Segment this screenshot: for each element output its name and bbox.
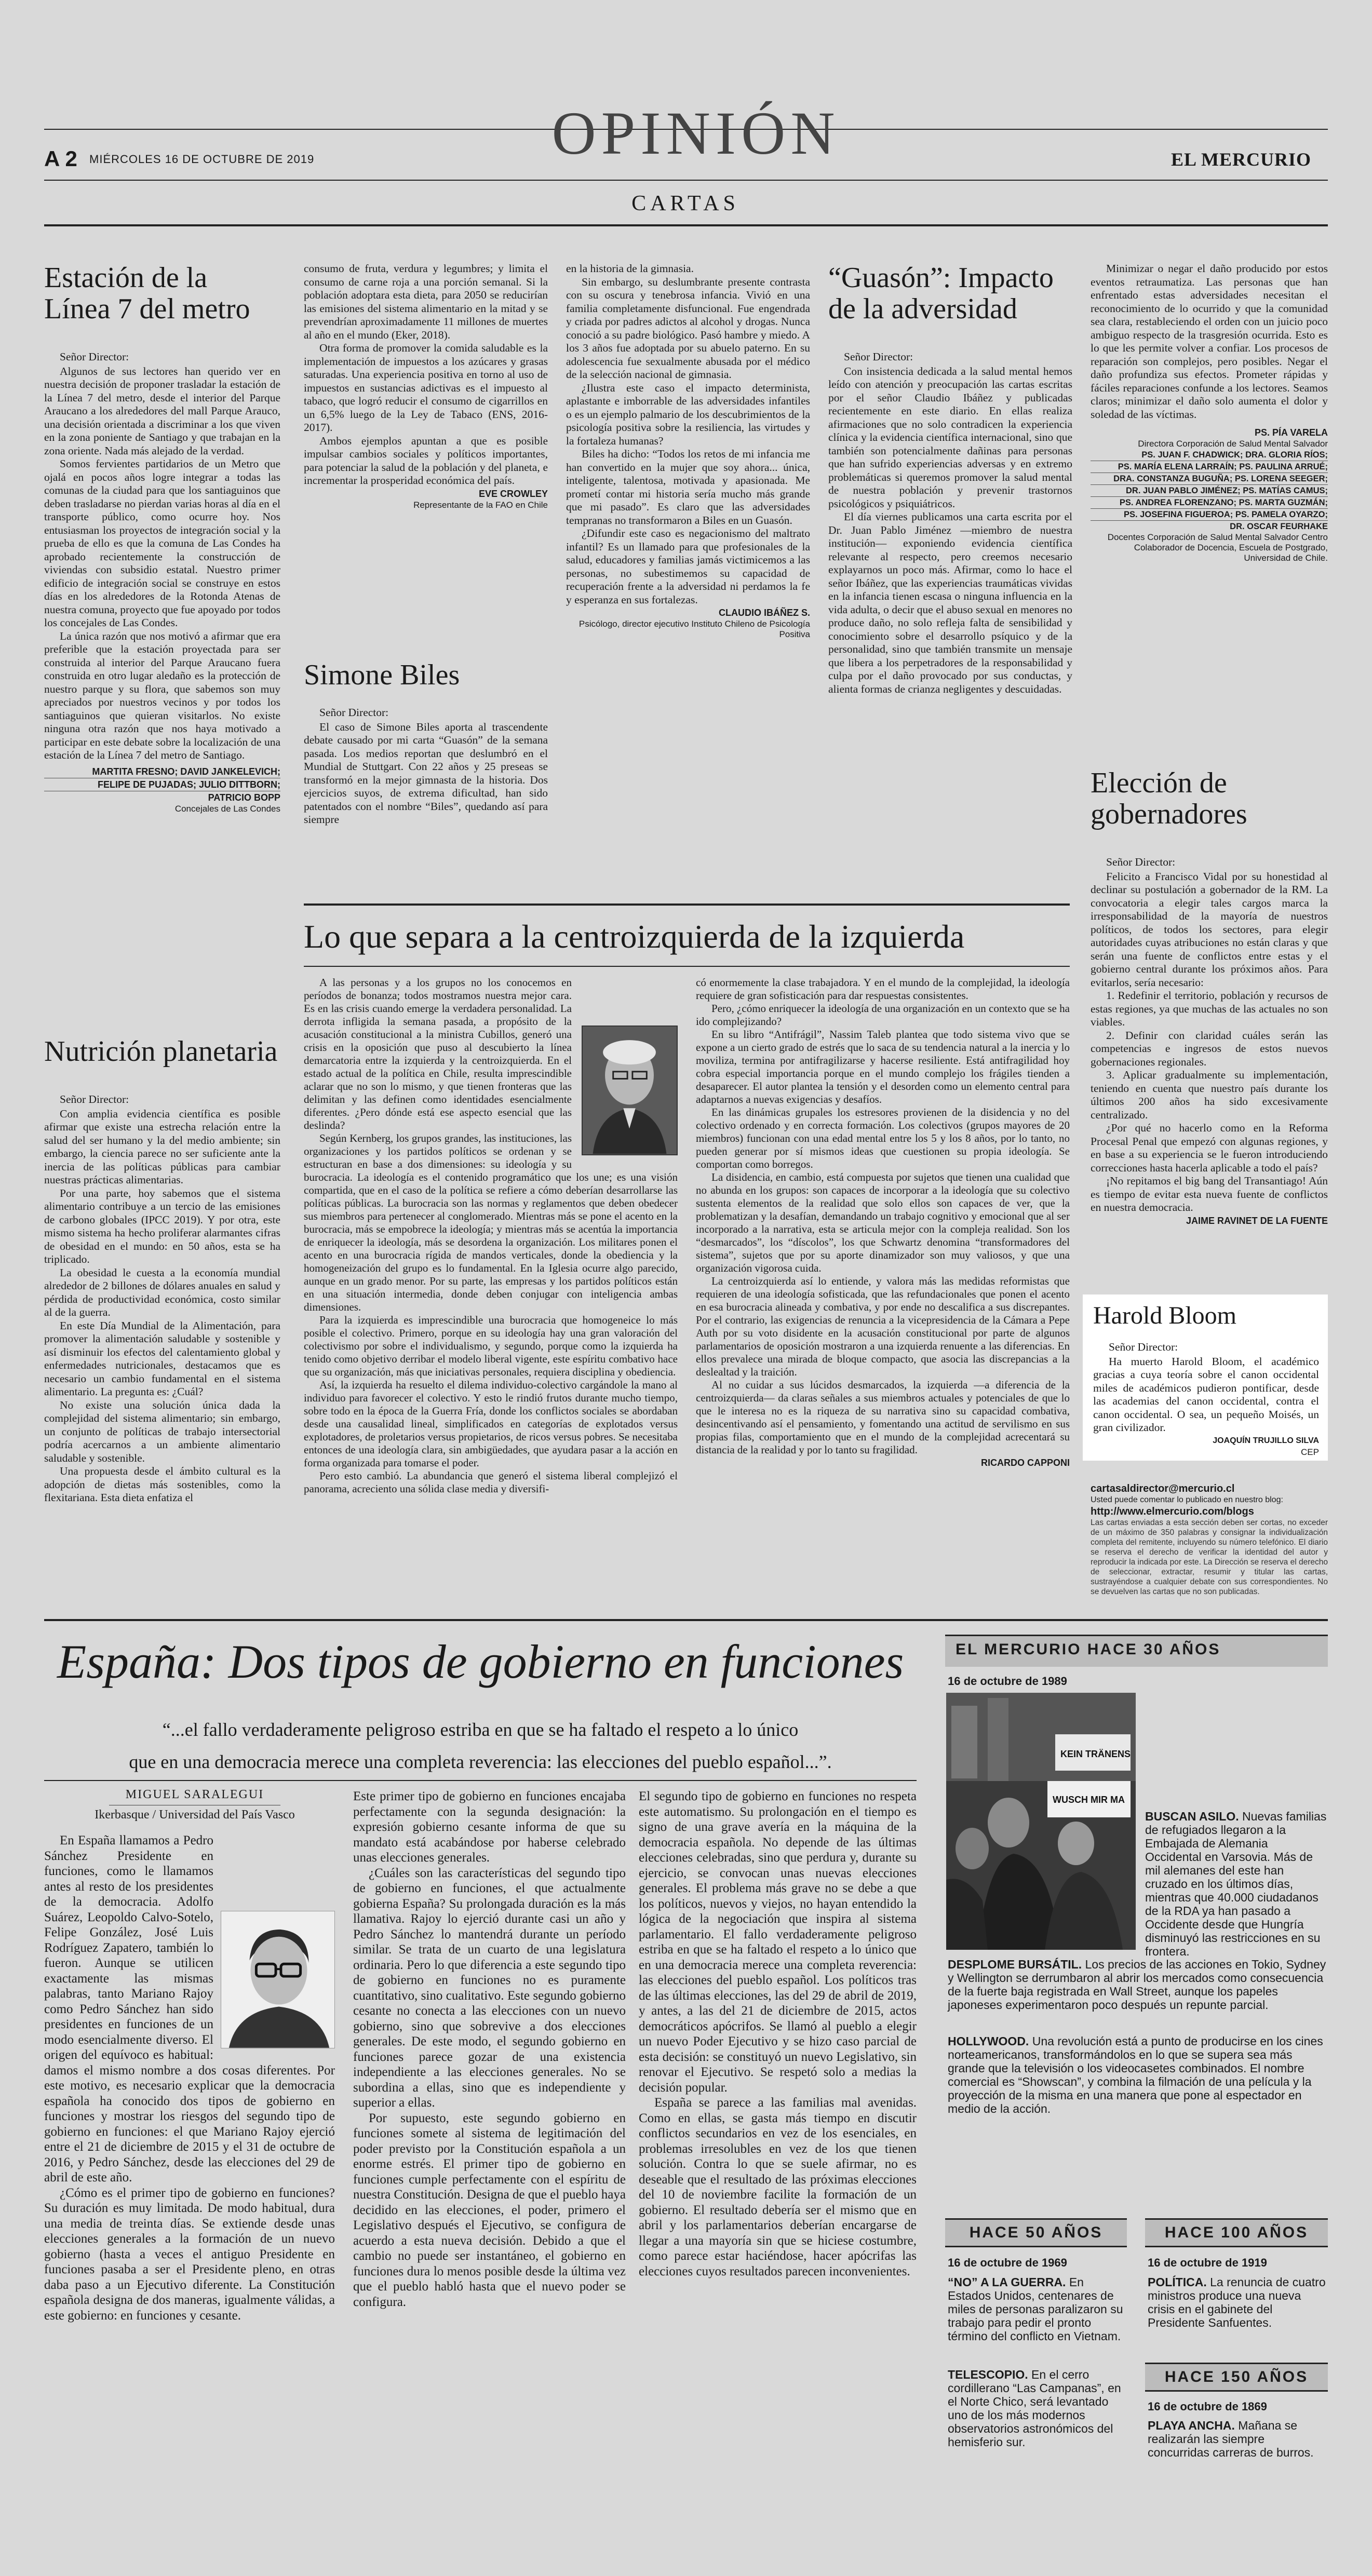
hace30-item-hollywood	[948, 2034, 1327, 2118]
item-head: TELESCOPIO.	[948, 2368, 1028, 2381]
item-head: PLAYA ANCHA.	[1148, 2419, 1235, 2432]
paragraph: 2. Definir con claridad cuáles serán las competencias e ingresos de estos nuevos gobernaciones regionales.	[1091, 1029, 1328, 1068]
hace50-item-guerra	[948, 2275, 1127, 2358]
salutation: Señor Director:	[1106, 856, 1176, 868]
signer: PS. JOSEFINA FIGUEROA; PS. PAMELA OYARZO;	[1091, 509, 1328, 521]
subsection-title: CARTAS	[631, 192, 739, 215]
newspaper-name: EL MERCURIO	[1171, 149, 1312, 170]
signer: EVE CROWLEY	[478, 488, 548, 499]
pull-quote-line: que en una democracia merece una completa reverencia: las elecciones del pueblo español...”.	[129, 1751, 832, 1772]
signer-role: CEP	[1301, 1447, 1319, 1457]
blog-link[interactable]: http://www.elmercurio.com/blogs	[1091, 1506, 1254, 1517]
paragraph: Pero esto cambió. La abundancia que generó el sistema liberal complejizó el panorama, acreciento una sólida clase media y diversifi-	[304, 1469, 678, 1495]
letter-title: Harold Bloom	[1093, 1302, 1236, 1329]
contact-line: Usted puede comentar lo publicado en nuestro blog:	[1091, 1495, 1283, 1504]
paragraph: Otra forma de promover la comida saludable es la implementación de impuestos a los azúcares y grasas saturadas. Una experiencia positiva en torno al uso de impuestos en sustancias adictivas es el impuesto al tabaco, que logró reducir el consumo de cigarrillos en un 6,5% luego de la Ley de Tabaco (ENS, 2016-2017).	[304, 342, 548, 434]
item-text: Mañana se realizarán las siempre concurridas carreras de burros.	[1148, 2419, 1314, 2459]
hace30-date: 16 de octubre de 1989	[948, 1675, 1067, 1688]
item-text: Nuevas familias de refugiados llegaron a la Embajada de Alemania Occidental en Varsovia. Más de mil alemanes del este han cruzado en los últimos días, mientras que 40.000 ciudadanos de la RDA ya han pasado a Occidente desde que Hungría disminuyó las restricciones en su frontera.	[1145, 1810, 1327, 1958]
hace30-item-asilo	[1145, 1810, 1327, 1958]
item-text: La renuncia de cuatro ministros produce una nueva crisis en el gabinete del Presidente Sanfuentes.	[1148, 2275, 1326, 2329]
paragraph: Pero, ¿cómo enriquecer la ideología de una organización en un contexto que se ha ido complejizando?	[696, 1002, 1070, 1028]
item-head: BUSCAN ASILO.	[1145, 1810, 1239, 1823]
hace50-item-telescopio	[948, 2368, 1127, 2451]
letter-guason-cont	[1091, 262, 1328, 750]
paragraph: Con insistencia dedicada a la salud mental hemos leído con atención y preocupación las cartas escritas por el señor Claudio Ibáñez y publicadas recientemente en este diario. En ellas realiza afirmaciones que no solo contradicen la experiencia clínica y la evidencia científica internacional, sino que también son potencialmente dañinas para personas que han sufrido experiencias adversas y en extremo problemáticas si queremos promover la salud mental de nuestra población y prevenir trastornos psicológicos y psiquiátricos.	[828, 365, 1072, 510]
paragraph: No existe una solución única dada la complejidad del sistema alimentario; sin embargo, un conjunto de políticas de trabajo intersectorial podría acercarnos a un ambiente alimentario saludable y sostenible.	[44, 1398, 280, 1464]
author-affiliation: Ikerbasque / Universidad del País Vasco	[95, 1808, 295, 1822]
paragraph: Según Kernberg, los grupos grandes, las instituciones, las organizaciones y los partidos políticos se ordenan y se estructuran en base a dos dimensiones: su ideología y su burocracia. La ideología es el contenido programático que los une; es una visión compartida, que en el caso de la política se refiere a cómo deberían desarrollarse las políticas públicas. La burocracia son las normas y reglamentos que deben obedecer sus miembros para pertenecer al conglomerado. Mientras más se pone el acento en la burocracia, más se empobrece la ideología; y mientras más se acentúa la importancia de enriquecer la ideología, más se desordena la organización. Los militares ponen el acento en una burocracia rígida de mandos verticales, donde la obediencia y la homogeneización del grupo es lo fundamental. En la Iglesia ocurre algo parecido, aunque en un grado menor. Por su parte, las empresas y los partidos políticos están en una situación intermedia, donde deben conjugar con inteligencia ambas dimensiones.	[304, 1132, 678, 1313]
paragraph: ¿Por qué no hacerlo como en la Reforma Procesal Penal que empezó con algunas regiones, y en base a su experiencia se le fueron introduciendo correcciones hasta hacerla aplicable a todo el país?	[1091, 1122, 1328, 1174]
paragraph: En este Día Mundial de la Alimentación, para promover la alimentación saludable y sostenible y así disminuir los efectos del calentamiento global y enfermedades nutricionales, destacamos que es necesario un cambio fundamental en el sistema alimentario. La pregunta es: ¿Cuál?	[44, 1319, 280, 1398]
author-photo-capponi	[582, 1026, 678, 1155]
signer: PS. ANDREA FLORENZANO; PS. MARTA GUZMÁN;	[1091, 497, 1328, 509]
paragraph: Ambos ejemplos apuntan a que es posible impulsar cambios sociales y políticos importantes, para potenciar la salud de la población y del planeta, e incrementar la prosperidad económica del país.	[304, 434, 548, 487]
hace100-item-politica	[1148, 2275, 1327, 2343]
paragraph: Por una parte, hoy sabemos que el sistema alimentario contribuye a un tercio de las emisiones de carbono globales (IPCC 2019). Y por otra, este mismo sistema ha hecho proliferar alarmantes cifras de obesidad en el mundo: en 50 años, esta se ha triplicado.	[44, 1186, 280, 1265]
paragraph: En su libro “Antifrágil”, Nassim Taleb plantea que todo sistema vivo que se expone a un cierto grado de estrés que lo saca de su tendencia natural a la inercia y lo moviliza, termina por antifragilizarse y hacerse resiliente. Está antifragilidad hoy cobra especial importancia porque en el mundo complejo los frágiles tienden a desaparecer. El autor plantea la tensión y el desorden como un elemento central para adaptarnos a nuevas exigencias y desafíos.	[696, 1028, 1070, 1105]
espana-column-2	[353, 1789, 626, 2550]
article-title-espana: España: Dos tipos de gobierno en funciones	[57, 1635, 904, 1688]
paragraph: En las dinámicas grupales los estresores provienen de la disidencia y no del colectivo ordenado y en correcta formación. Los colectivos (grupos mayores de 20 miembros) funcionan con una edad mental entre los 5 y los 8 años, por lo tanto, no pueden generar por sí mismos ideas que cuestionen su propia ideología. Se comportan como borregos.	[696, 1106, 1070, 1170]
signer-role: Directora Corporación de Salud Mental Salvador	[1138, 439, 1328, 449]
espana-column-3	[639, 1789, 917, 2550]
letter-nutricion-cont	[304, 262, 548, 636]
item-text: En el cerro cordillerano “Las Campanas”, en el Norte Chico, será levantado uno de los más modernos observatorios astronómicos del hemisferio sur.	[948, 2368, 1121, 2449]
paragraph: La centroizquierda así lo entiende, y valora más las medidas reformistas que requieren de una ideología sofisticada, que las refundacionales que ponen el acento en esa burocracia alineada y combativa, y por ende no descalifica a sus discrepantes. Por el contrario, las exigencias de renuncia a la vicepresidencia de la Cámara a Pepe Auth por su voto disidente en la acusación constitucional por parte de algunos parlamentarios de oposición mostraron a una izquierda renuente a las diferencias. En ellos prevalece una mirada de bloque compacto, que asocia las discrepancias a la deslealtad y la traición.	[696, 1275, 1070, 1378]
paragraph: 1. Redefinir el territorio, población y recursos de estas regiones, ya que muchas de las actuales no son viables.	[1091, 989, 1328, 1028]
item-text: En Estados Unidos, centenares de miles de personas paralizaron su trabajo para pedir el pronto término del conflicto en Vietnam.	[948, 2275, 1123, 2343]
paragraph: La obesidad le cuesta a la economía mundial alrededor de 2 billones de dólares anuales en salud y pérdida de productividad económica, costo similar al de la guerra.	[44, 1266, 280, 1318]
article-title-separa: Lo que separa a la centroizquierda de la izquierda	[304, 918, 965, 955]
paragraph: Somos fervientes partidarios de un Metro que ojalá en pocos años logre integrar a todas las comunas de la ciudad para que los santiaguinos que deben trasladarse no pierdan varias horas al día en el transporte público, como ocurre hoy. Nos entusiasman los proyectos de integración social y la prueba de ello es que la comuna de Las Condes ha aprobado recientemente la construcción de viviendas con subsidio estatal. Nuestro primer edificio de integración social se construye en estos días en los alrededores de la Rotonda Atenas de nuestra comuna, proyecto que fue apoyado por todos los concejales de Las Condes.	[44, 457, 280, 629]
paragraph: Una propuesta desde el ámbito cultural es la adopción de dietas más sostenibles, como la flexitariana. Esta dieta enfatiza el	[44, 1465, 280, 1504]
hace100-date: 16 de octubre de 1919	[1148, 2256, 1267, 2269]
hace50-date: 16 de octubre de 1969	[948, 2256, 1067, 2269]
letter-nutricion	[44, 1036, 280, 1602]
item-head: HOLLYWOOD.	[948, 2034, 1029, 2048]
paragraph: có enormemente la clase trabajadora. Y en el mundo de la complejidad, la ideología requiere de gran sofisticación para dar respuestas consistentes.	[696, 976, 1070, 1002]
hace150-header: HACE 150 AÑOS	[1145, 2363, 1328, 2392]
letter-title: Simone Biles	[304, 659, 460, 691]
signer: DR. OSCAR FEURHAKE	[1230, 522, 1328, 531]
refugee-photo	[946, 1693, 1136, 1950]
salutation: Señor Director:	[60, 1093, 129, 1105]
paragraph: La disidencia, en cambio, está compuesta por sujetos que tienen una cualidad que no abunda en los grupos: son capaces de incorporar a la ideología que su colectivo sustenta elementos de la realidad que solo ellos son capaces de ver, que la problematizan y la desafían, demandando un trabajo cognitivo y emocional que al ser incorporado a la narrativa, esta se articula mejor con la compleja realidad. Son los “desmarcados”, los “díscolos”, los que Schwartz denomina “transformadores del sistema”, sujetos que por su aporte dinamizador son muy valiosos, y que una organización vigorosa cuida.	[696, 1171, 1070, 1274]
photo-sign-text: WUSCH MIR MA	[1053, 1795, 1125, 1805]
portrait-image	[583, 1027, 677, 1154]
letter-title: Nutrición planetaria	[44, 1035, 278, 1068]
hace100-header: HACE 100 AÑOS	[1145, 2218, 1328, 2247]
signer: FELIPE DE PUJADAS; JULIO DITTBORN;	[44, 778, 280, 791]
paragraph: ¡No repitamos el big bang del Transantiago! Aún es tiempo de evitar esta nueva fuente de conflictos en nuestra democracia.	[1091, 1175, 1328, 1213]
paragraph: 3. Aplicar gradualmente su implementación, teniendo en cuenta que nuestro país durante los últimos 200 años ha sido excesivamente centralizado.	[1091, 1069, 1328, 1121]
author-photo-saralegui	[221, 1911, 335, 2048]
signer-role: Psicólogo, director ejecutivo Instituto Chileno de Psicología Positiva	[579, 619, 810, 639]
paragraph: ¿Cómo es el primer tipo de gobierno en funciones? Su duración es muy limitada. De modo habitual, dura una media de treinta días. Se extiende desde unas elecciones generales a la formación de un nuevo gobierno (hasta a veces el antiguo Presidente en funciones pasaba a ser el Presidente pleno, en otras daba paso a un Ejecutivo diferente. La Constitución española designa de dos maneras, igualmente válidas, a este gobierno: en funciones y cesante.	[44, 2186, 335, 2323]
paragraph: Sin embargo, su deslumbrante presente contrasta con su oscura y tenebrosa infancia. Vivió en una familia completamente disfuncional. Fue engendrada y criada por padres adictos al alcohol y drogas. Nunca conoció a su padre biológico. Pasó hambre y miedo. A los 3 años fue adoptada por su abuelo paterno. En su adolescencia fue sexualmente abusada por el médico de la selección nacional de gimnasia.	[566, 275, 810, 381]
paragraph: Para la izquierda es imprescindible una burocracia que homogeneice lo más posible el colectivo. Primero, porque en su ideología hay una gran valoración del colectivismo por sobre el individualismo, y segundo, porque como la izquierda ha tenido como objetivo derribar el modelo liberal vigente, este espíritu combativo hace que su organización, más que iniciativas personales, requiera disciplina y obediencia.	[304, 1314, 678, 1378]
signer-role: Concejales de Las Condes	[174, 803, 280, 814]
paragraph: Biles ha dicho: “Todos los retos de mi infancia me han convertido en la mujer que soy ahora... única, inteligente, talentosa, motivada y apasionada. Me prometí contar mi historia sería mucho más grande que mi pasado”. Es claro que las adversidades tempranas no transformaron a Biles en un Guasón.	[566, 448, 810, 527]
letter-title: Elección de gobernadores	[1091, 767, 1247, 830]
paragraph: El día viernes publicamos una carta escrita por el Dr. Juan Pablo Jiménez —miembro de nuestra institución— exponiendo evidencia científica relevante al respecto, pero creemos necesario explayarnos un poco más. Afirmar, como lo hace el señor Ibáñez, que las experiencias traumáticas vividas en la infancia tienen escasa o ninguna influencia en la vida adulta, o decir que el abuso sexual en menores no produce daño, no solo refleja falta de sensibilidad y conocimiento sobre el desarrollo psíquico y de la personalidad, sino que también transmite un mensaje que libera a los perpetradores de la responsabilidad y culpa por el daño provocado por sus conductas, y alienta formas de crianza negligentes y descuidadas.	[828, 510, 1072, 695]
signer: PS. JUAN F. CHADWICK; DRA. GLORIA RÍOS;	[1091, 449, 1328, 461]
issue-date: MIÉRCOLES 16 DE OCTUBRE DE 2019	[89, 153, 315, 166]
signer: PS. MARÍA ELENA LARRAÍN; PS. PAULINA ARRUÉ;	[1091, 461, 1328, 473]
signer-role: Representante de la FAO en Chile	[413, 500, 548, 510]
salutation: Señor Director:	[1109, 1341, 1178, 1353]
paragraph: consumo de fruta, verdura y legumbres; y limita el consumo de carne roja a una porción semanal. Si la población adoptara esta dieta, para 2050 se reducirían las emisiones del sistema alimentario en la mitad y se prevendrían aproximadamente 11 millones de muertes al año en el mundo (Eker, 2018).	[304, 262, 548, 341]
paragraph: En España llamamos a Pedro Sánchez Presidente en funciones, como le llamamos antes al resto de los presidentes de la democracia. Adolfo Suárez, Leopoldo Calvo-Sotelo, Felipe González, José Luis Rodríguez Zapatero, también lo fueron. Aunque se utilicen exactamente las mismas palabras, tanto Mariano Rajoy como Pedro Sánchez han sido presidentes en funciones de un modo esencialmente diverso. El origen del equívoco es habitual: damos el mismo nombre a dos cosas diferentes. Por este motivo, es necesario explicar que la democracia española ha conocido dos tipos de gobierno en funciones y mostrar los riesgos del segundo tipo de gobierno en funciones: el que Mariano Rajoy ejerció entre el 21 de diciembre de 2015 y el 31 de octubre de 2016, y Pedro Sánchez, desde las elecciones del 29 de abril de este año.	[44, 1833, 335, 2184]
paragraph: Este primer tipo de gobierno en funciones encajaba perfectamente con la segunda designación: la expresión gobierno cesante informa de que su mandato está acabándose por haberse celebrado unas elecciones generales.	[353, 1789, 626, 1865]
paragraph: Ha muerto Harold Bloom, el académico gracias a cuya teoría sobre el canon occidental miles de académicos pudieron pontificar, desde las academias del canon occidental, contra el canon occidental. O sea, un pequeño Moisés, un gran civilizador.	[1093, 1355, 1319, 1434]
paragraph: ¿Difundir este caso es negacionismo del maltrato infantil? Es un llamado para que profesionales de la salud, educadores y familias jamás victimicemos a las personas, no subestimemos su capacidad de recuperación frente a la adversidad ni perdamos la fe y esperanza en sus fortalezas.	[566, 527, 810, 606]
letter-biles-cont	[566, 262, 810, 883]
hace30-photo	[946, 1693, 1136, 1950]
paragraph: Felicito a Francisco Vidal por su honestidad al declinar su postulación a gobernador de la RM. La convocatoria a elegir tales cargos marca la irresponsabilidad de la mayoría de nuestros políticos, de todos los sectores, para elegir autoridades cuyas atribuciones no están claras y que serán una fuente de conflictos entre estas y el gobierno central durante los próximos años. Para evitarlos, sería necesario:	[1091, 870, 1328, 989]
paragraph: ¿Ilustra este caso el impacto determinista, aplastante e imborrable de las adversidades infantiles o es un ejemplo palmario de los descubrimientos de la psicología positiva sobre la resiliencia, las virtudes y la fortaleza humanas?	[566, 381, 810, 447]
signer: DR. JUAN PABLO JIMÉNEZ; PS. MATÍAS CAMUS;	[1091, 485, 1328, 497]
portrait-image	[221, 1911, 334, 2048]
hace150-date: 16 de octubre de 1869	[1148, 2400, 1267, 2413]
item-text: Una revolución está a punto de producirse en los cines norteamericanos, transformándolos en lo que se supera sea más grande que la televisión o los videocasetes combinados. El nombre comercial es “Showscan”, y combina la filmación de una película y la proyección de la misma en una manera que pone al espectador en medio de la acción.	[948, 2034, 1323, 2115]
author-name: MIGUEL SARALEGUI	[125, 1788, 264, 1801]
paragraph: Al no cuidar a sus lúcidos desmarcados, la izquierda —a diferencia de la centroizquierda— da claras señales a sus miembros actuales y potenciales de que lo que le interesa no es la riqueza de su narrativa sino su capacidad combativa, desincentivando así el pensamiento, y fomentando una actitud de servilismo en sus propias filas, comportamiento que en el mundo de la complejidad acrecentará su distancia de la realidad y por lo tanto su fragilidad.	[696, 1379, 1070, 1456]
salutation: Señor Director:	[319, 706, 389, 719]
pull-quote	[44, 1714, 917, 1778]
page-number: A 2	[44, 146, 77, 171]
paragraph: ¿Cuáles son las características del segundo tipo de gobierno en funciones, el que actualmente gobierna España? Su prolongada duración es la más llamativa. Rajoy lo ejerció durante casi un año y Pedro Sánchez lo mantendrá durante un período similar. Se trata de un cuarto de una legislatura ordinaria. Pero lo que diferencia a este segundo tipo de gobierno en funciones no es puramente cuantitativo, sino cualitativo. Este segundo gobierno cesante no conecta a las elecciones con un nuevo gobierno, sino que sobrevive a dos elecciones generales. De este modo, el segundo gobierno en funciones parece gozar de una existencia independiente a las elecciones generales. No se subordina a ellas, sino que es independiente y superior a ellas.	[353, 1866, 626, 2110]
paragraph: Con amplia evidencia científica es posible afirmar que existe una estrecha relación entre la salud del ser humano y la del medio ambiente; sin embargo, la ciencia parece no ser suficiente ante la inercia de las políticas públicas para cambiar nuestras prácticas alimentarias.	[44, 1107, 280, 1186]
hace50-header: HACE 50 AÑOS	[945, 2218, 1127, 2247]
section-title: OPINIÓN	[552, 99, 840, 167]
letter-estacion	[44, 262, 280, 1023]
letter-harold-bloom	[1093, 1302, 1319, 1458]
letter-biles	[304, 659, 548, 878]
signer: PATRICIO BOPP	[208, 792, 280, 803]
letter-title: “Guasón”: Impacto de la adversidad	[828, 262, 1054, 325]
photo-sign-text: KEIN TRÄNENS	[1060, 1749, 1131, 1759]
separa-column-2	[696, 976, 1070, 1604]
paragraph: en la historia de la gimnasia.	[566, 262, 694, 275]
paragraph: A las personas y a los grupos no los conocemos en períodos de bonanza; todos mostramos nuestra mejor cara. Es en las crisis cuando emerge la verdadera personalidad. La derrota infligida la semana pasada, a propósito de la acusación constitucional a la ministra Cubillos, generó una crisis en la oposición que puso al descubierto la línea demarcatoria entre la izquierda y la centroizquierda. En el estado actual de la política en Chile, resulta imprescindible aclarar que no son lo mismo, y que tienen fronteras que las delimitan y las definen como identidades esencialmente diferentes. ¿Pero dónde está ese aspecto esencial que las deslinda?	[304, 976, 572, 1131]
paragraph: España se parece a las familias mal avenidas. Como en ellas, se gasta más tiempo en discutir conflictos secundarios en vez de los esenciales, en problemas irresolubles en vez de los que tienen solución. Contra lo que se suele afirmar, no es deseable que el resultado de las próximas elecciones del 10 de noviembre facilite la formación de un gobierno. El resultado debería ser el mismo que en abril y los parlamentarios deberían encargarse de llegar a una mayoría sin que se hiciese costumbre, como parece estar haciéndose, hacer apócrifas las elecciones cuyos resultados parecen inconvenientes.	[639, 2096, 917, 2278]
item-text: Los precios de las acciones en Tokio, Sydney y Wellington se derrumbaron al abrir los mercados como consecuencia de la fuerte baja registrada en Wall Street, aunque los papeles japoneses experimentaron poco después un repunte parcial.	[948, 1958, 1326, 2012]
paragraph: Algunos de sus lectores han querido ver en nuestra decisión de proponer trasladar la estación de la Línea 7 del metro, desde el interior del Parque Araucano a los alrededores del mall Parque Arauco, una decisión orientada a discriminar a los que viven en la zona poniente de Santiago y que trabajan en la zona oriente. Nada más alejado de la verdad.	[44, 365, 280, 457]
signer: JOAQUÍN TRUJILLO SILVA	[1213, 1436, 1319, 1445]
hace150-item-playa-ancha	[1148, 2419, 1327, 2476]
letter-guason	[828, 262, 1072, 885]
signer: RICARDO CAPPONI	[980, 1458, 1070, 1468]
signer-role: Docentes Corporación de Salud Mental Salvador Centro Colaborador de Docencia, Escuela de Postgrado, Universidad de Chile.	[1107, 532, 1328, 563]
item-head: “NO” A LA GUERRA.	[948, 2275, 1066, 2289]
signer: MARTITA FRESNO; DAVID JANKELEVICH;	[44, 765, 280, 778]
contact-fineprint: Las cartas enviadas a esta sección deben ser cortas, no exceder de un máximo de 350 palabras y consignar la individualización completa del remitente, incluyendo su número telefónico. El diario se reserva el derecho de verificar la identidad del autor y reproducir la indicada por este. La Dirección se reserva el derecho de seleccionar, extractar, resumir y titular las cartas, sustrayéndose a cualquier debate con sus correspondientes. No se devuelven las cartas que no son publicadas.	[1091, 1518, 1328, 1596]
salutation: Señor Director:	[844, 350, 913, 363]
paragraph: Así, la izquierda ha resuelto el dilema individuo-colectivo cargándole la mano al individuo para favorecer el colectivo. Y esto le rindió frutos durante mucho tiempo, sobre todo en la época de la Guerra Fría, donde los conflictos sociales se abordaban desde una causalidad lineal, simplificados en categorías de explotados versus explotadores, de proletarios versus propietarios, de ricos versus pobres. Se necesitaba entonces de una ideología clara, sin ambigüedades, que ayudara pasar a la acción en forma organizada para tomarse el poder.	[304, 1379, 678, 1469]
paragraph: El segundo tipo de gobierno en funciones no respeta este automatismo. Su prolongación en el tiempo es signo de una grave avería en la máquina de la democracia española. No depende de las últimas elecciones celebradas, sino que perdura y, durante su ejercicio, se convocan unas nuevas elecciones generales. El problema más grave no se debe a que los políticos, nuevos y viejos, no hayan entendido la lógica de la negociación que inspira al sistema parlamentario. El fallo verdaderamente peligroso estriba en que se ha faltado el respeto a lo único que en una democracia merece una completa reverencia: las elecciones del pueblo español. Los políticos tras de las últimas elecciones, las del 29 de abril de 2019, y antes, a las del 21 de diciembre de 2015, actos democráticos apócrifos. Se llamó al pueblo a elegir un nuevo Poder Ejecutivo y se hizo caso parcial de esta decisión: se constituyó un nuevo Legislativo, sin renovar el Ejecutivo. Se respetó solo a medias la decisión popular.	[639, 1789, 917, 2095]
paragraph: Por supuesto, este segundo gobierno en funciones somete al sistema de legitimación del poder previsto por la Constitución española a un enorme estrés. El primer tipo de gobierno en funciones cumple perfectamente con el espíritu de nuestra Constitución. Designa de que el pueblo haya decidido en las elecciones, el poder, primero el Legislativo después el Ejecutivo, se configura de acuerdo a esta nueva decisión. Debido a que el cambio no puede ser instantáneo, el gobierno en funciones dura lo menos posible desde la última vez que el pueblo habló hasta que el nuevo poder se configura.	[353, 2111, 626, 2309]
paragraph: Minimizar o negar el daño producido por estos eventos retraumatiza. Las personas que han enfrentado estas adversidades necesitan el reconocimiento de lo ocurrido y que la comunidad sea clara, restableciendo el orden con un juicio poco ambiguo respecto de la trasgresión ocurrida. Esto es lo que les permite volver a confiar. Los procesos de reparación son complejos, pero posibles. Negar el daño profundiza sus efectos. Prometer rápidas y fáciles reparaciones confunde a los lectores. Seamos claros; minimizar el daño solo aumenta el dolor y soledad de las víctimas.	[1091, 262, 1328, 421]
hace30-title: EL MERCURIO HACE 30 AÑOS	[956, 1641, 1221, 1658]
item-head: POLÍTICA.	[1148, 2275, 1207, 2289]
contact-email[interactable]: cartasaldirector@mercurio.cl	[1091, 1483, 1235, 1494]
salutation: Señor Director:	[60, 350, 129, 363]
paragraph: El caso de Simone Biles aporta al trascendente debate causado por mi carta “Guasón” de la semana pasada. Los medios reportan que deslumbró en el Mundial de Stuttgart. Con 22 años y 25 preseas se transformó en la mejor gimnasta de la historia. Dos ejercicios suyos, de extrema dificultad, han sido patentados con el nombre “Biles”, quedando así para siempre	[304, 720, 548, 826]
pull-quote-line: “...el fallo verdaderamente peligroso estriba en que se ha faltado el respeto a lo único	[162, 1719, 799, 1740]
paragraph: La única razón que nos motivó a afirmar que era preferible que la estación proyectada para ser construida al interior del Parque Araucano fuera construida en otro lugar aledaño es la protección de nuestro parque y su flora, que sabemos son muy apreciados por nuestros vecinos y por todos los santiaguinos que quieran visitarlos. No existe ninguna otra razón que nos haya motivado a participar en este debate sobre la localización de una estación de la Línea 7 del metro de Santiago.	[44, 629, 280, 761]
signer: JAIME RAVINET DE LA FUENTE	[1186, 1215, 1328, 1226]
letter-eleccion	[1091, 767, 1328, 1276]
signer: CLAUDIO IBÁÑEZ S.	[718, 608, 810, 618]
item-head: DESPLOME BURSÁTIL.	[948, 1958, 1082, 1971]
hace30-item-bursatil	[948, 1958, 1327, 2022]
signer: PS. PÍA VARELA	[1254, 427, 1328, 438]
contact-block	[1091, 1482, 1328, 1602]
letter-title: Estación de la Línea 7 del metro	[44, 262, 250, 325]
signer: DRA. CONSTANZA BUGUÑA; PS. LORENA SEEGER;	[1091, 473, 1328, 485]
